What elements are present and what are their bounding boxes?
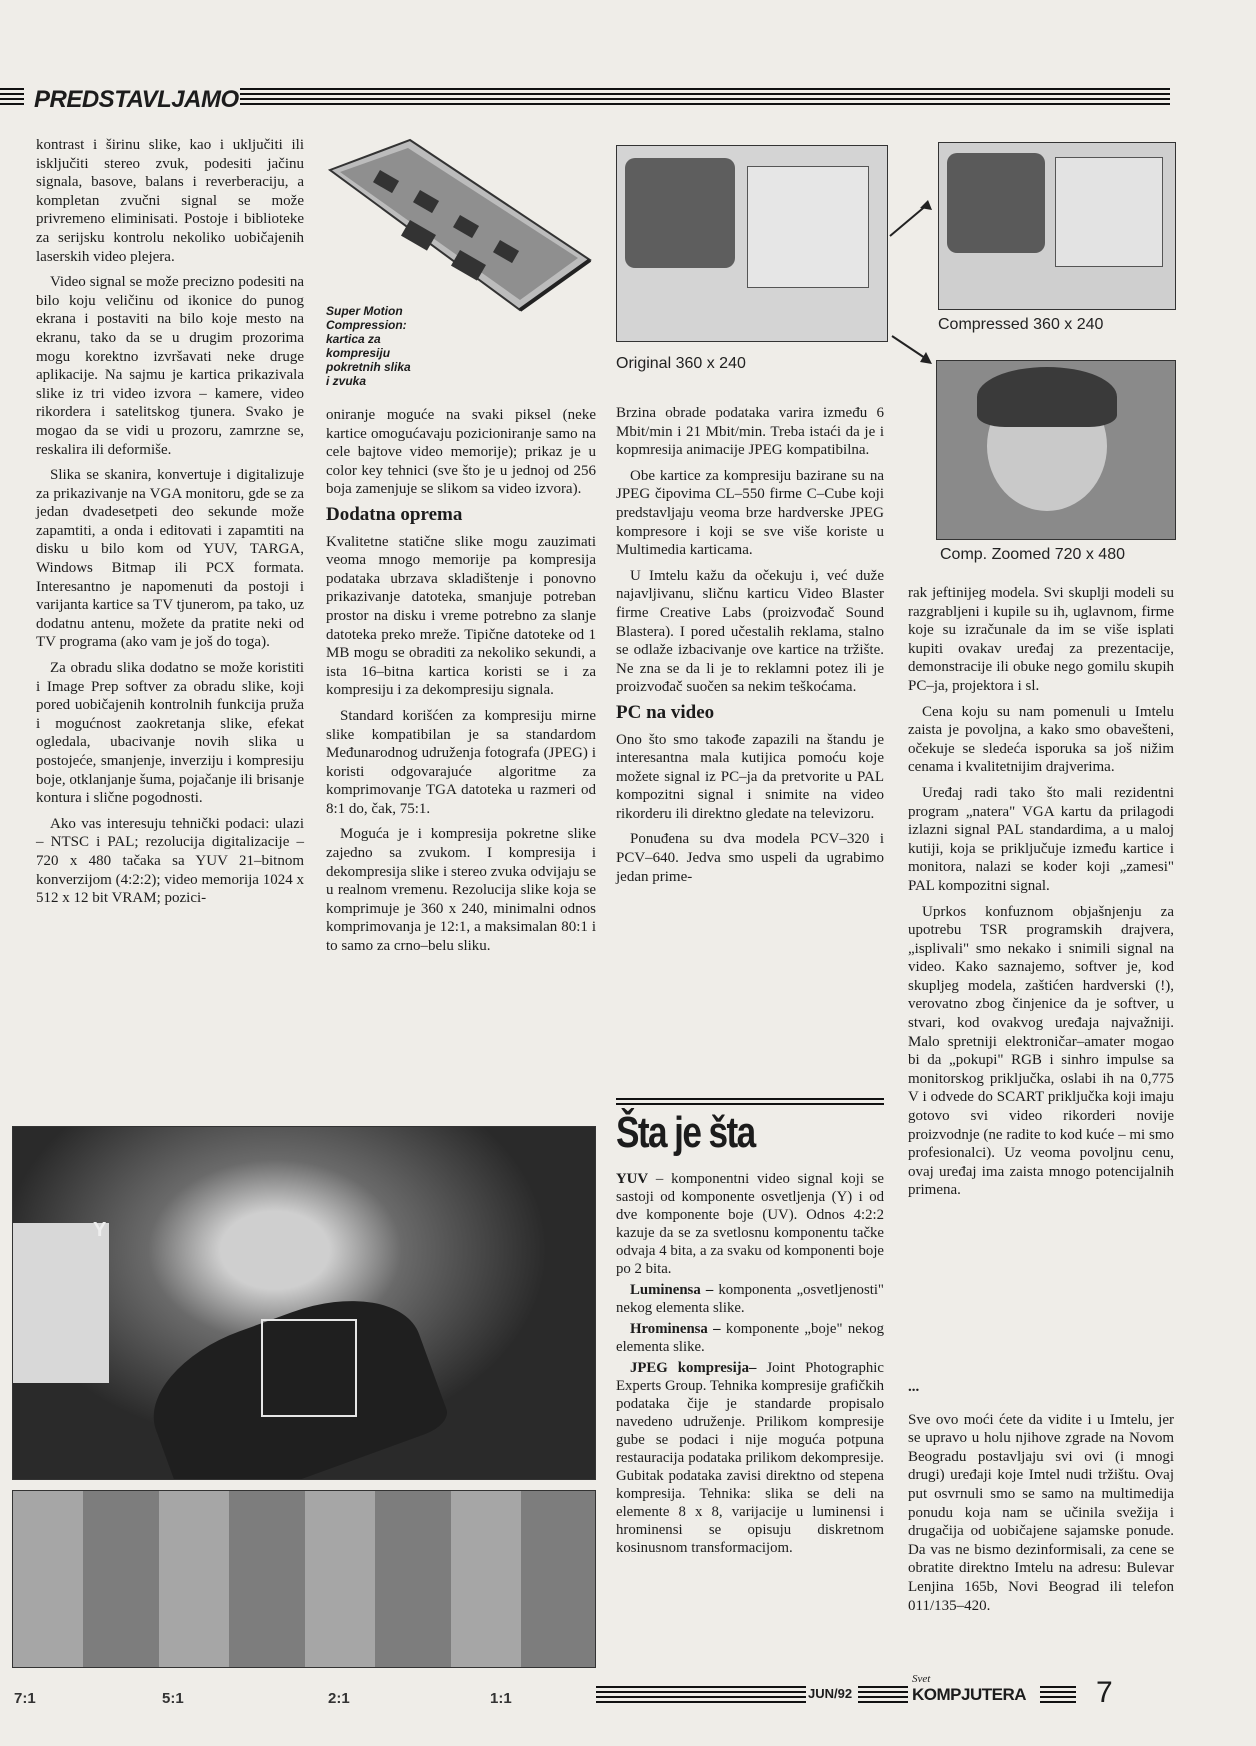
column-4-end [908, 1378, 1174, 1622]
col1-paragraph: kontrast i širinu slike, kao i uključiti ili isključiti stereo zvuk, podesiti jačinu signala, basove, balans i reverberaciju, a kompletan zvučni signal se može privremeno eliminisati. Postoje i biblioteke za serijsku kontrolu nekoliko uobičajenih laserskih video plejera. [36, 137, 304, 265]
glossary-item: YUV – komponentni video signal koji se sastoji od komponente osvetljenja (Y) i od dve komponente boje (UV). Odnos 4:2:2 kazuje da se za svetlosnu komponentu tačke odvaja 4 bita, a za svaku od komponenti boje po 2 bita. [616, 1171, 884, 1277]
heading-dodatna-oprema: Dodatna oprema [326, 503, 463, 525]
footer-rule-mid [858, 1686, 908, 1706]
ratio-label: 5:1 [162, 1690, 184, 1707]
col4-paragraph: Uprkos konfuznom objašnjenju za upotrebu TSR programskih drajvera, „isplivali" smo nekako i snimili signal na video. Kako saznajemo, softver je, kod skupljeg modela, zaštićen hardverski (!), verovatno zbog činjenice da je softver, u stvari, kod ovakvog uređaja najvažniji. Malo spretniji elektroničar–amater mogao bi da „pokupi" RGB i sinhro impulse sa monitorskog priključka, oslabi ih na 0,775 V i odvede do SCART priključka koji imaju gotovo svi video rikorderi novije proizvodnje (ne radite to kod kuće – mi smo profesionalci). Uz veoma povoljnu cenu, ovaj uređaj ima zaista mnogo potencijalnih primena. [908, 903, 1174, 1199]
issue-date: JUN/92 [808, 1686, 853, 1701]
heading-pc-na-video: PC na video [616, 701, 715, 723]
ratio-labels [12, 1690, 594, 1710]
card-caption: Super Motion Compression: kartica za kompresiju pokretnih slika i zvuka [326, 304, 411, 388]
header-rule-right [240, 88, 1170, 108]
col4-paragraph: Uređaj radi tako što mali rezidentni program „natera" VGA kartu da prilagodi izlazni signal PAL standardima, a u maloj kutiji, koja se priključuje između kartice i monitora, nalazi se koder koji „zamesi" PAL kompozitni signal. [908, 784, 1174, 894]
header-rule-left [0, 88, 24, 108]
col1-paragraph: Za obradu slika dodatno se može koristiti i Image Prep softver za obradu slike, koji pored uobičajenih kontrolnih funkcija pruža i mogućnost zaokretanja slike, efekat ogledala, ubacivanje novih slika u postojeće, smanjenje, inverziju i kompresiju boje, otklanjanje šuma, pojačanje ili brisanje kontura i slične pogodnosti. [36, 660, 304, 807]
photo-letter: Y [93, 1219, 107, 1241]
col2-paragraph: oniranje moguće na svaki piksel (neke kartice omogućavaju pozicioniranje samo na cele bajtove video memorije); prikaz je u color key tehnici (sve što je u jednoj od 256 boja zamenjuje se slikom sa video izvora). [326, 407, 596, 498]
column-2 [326, 406, 596, 963]
col1-paragraph: Video signal se može precizno podesiti na bilo koju veličinu od ikonice do punog ekrana i postaviti na bilo koje mesto na ekranu, tako da se u drugim prozorima mogu korektno izvršavati neke druge aplikacije. Na sajmu je kartica prikazivala slike iz tri video izvora – kamere, video rikordera i satelitskog tjunera. Svako je mogao da se vidi u prozoru, zamrzne se, reskalira ili deformiše. [36, 274, 304, 458]
ratio-label: 7:1 [14, 1690, 36, 1707]
col2-paragraph: Kvalitetne statične slike mogu zauzimati veoma mnogo memorije pa kompresija podataka ubrzava skladištenje i ponovno prikazivanje datoteka, smanjuje potreban prostor na disku i vreme potrebno za slanje datoteka preko mreže. Tipične datoteke od 1 MB mogu se obraditi za nekoliko sekundi, a ista 16–bitna kartica koristi se i za kompresiju i za dekompresiju signala. [326, 533, 596, 699]
col1-paragraph: Slika se skanira, konvertuje i digitalizuje za prikazivanje na VGA monitoru, gde se za jedan dvadesetpeti deo sekunde može zapamtiti, a onda i editovati i zapamtiti na disku u bilo kom od YUV, TARGA, Windows Bitmap ili PCX formata. Interesantno je napomenuti da postoji i varijanta kartice sa TV tjunerom, pa tako, uz dodatnu antenu, možete da pratite neki od TV programa (ako vam je još do toga). [36, 467, 304, 651]
col3-paragraph: U Imtelu kažu da očekuju i, već duže najavljivanu, sličnu karticu Video Blaster firme Creative Labs (proizvođač Sound Blastera). I pored učestalih reklama, stalno se odlaže izbacivanje ove kartice na tržište. Ne zna se da li je to reklamni potez ili je proizvođač suočen sa nekim teškoćama. [616, 567, 884, 696]
col4-paragraph: Cena koju su nam pomenuli u Imtelu zaista je povoljna, a kako smo obavešteni, očekuje se sledeća isporuka sa još nižim cenama i kvalitetnijim drajverima. [908, 703, 1174, 776]
col2-paragraph: Moguća je i kompresija pokretne slike zajedno sa zvukom. I kompresija i dekompresija slike i stereo zvuka odvijaju se u realnom vremenu. Rezolucija slike koja se komprimuje je 360 x 240, minimalni odnos komprimovanja je 12:1, a maksimalan 80:1 i to samo za crno–belu sliku. [326, 826, 596, 955]
section-title: PREDSTAVLJAMO [34, 86, 239, 113]
col4-paragraph: rak jeftinijeg modela. Svi skuplji modeli su razgrabljeni i kupile su ih, uglavnom, firme koje su izračunale da im se više isplati kupiti ovakav uređaj za prezentacije, demonstracije ili obuke nego gomilu skupih PC–ja, projektora i sl. [908, 585, 1174, 694]
sidebar-title: Šta je šta [616, 1108, 755, 1157]
caption-compressed: Compressed 360 x 240 [938, 316, 1104, 333]
arrow-icon [888, 196, 936, 366]
ratio-label: 1:1 [490, 1690, 512, 1707]
footer-rule-right [1040, 1686, 1076, 1706]
ellipsis: ... [908, 1379, 920, 1395]
col3-paragraph: Brzina obrade podataka varira između 6 Mbit/min i 21 Mbit/min. Treba istaći da je i kopmresija animacije JPEG kompatibilna. [616, 405, 884, 459]
col3-paragraph: Obe kartice za kompresiju bazirane su na JPEG čipovima CL–550 firme C–Cube koji predstavljaju veoma brze hardverske JPEG kompresore i koji se sve više koriste u Multimedia karticama. [616, 467, 884, 559]
magazine-logo: Svet KOMPJUTERA [912, 1673, 1027, 1704]
card-photo [320, 130, 600, 320]
col3-paragraph: Ponuđena su dva modela PCV–320 i PCV–640. Jedva smo uspeli da ugrabimo jedan prime- [616, 831, 884, 885]
caption-original: Original 360 x 240 [616, 355, 746, 372]
caption-zoomed: Comp. Zoomed 720 x 480 [940, 546, 1125, 563]
col2-paragraph: Standard korišćen za kompresiju mirne slike kompatibilan je sa standardom Međunarodnog udruženja fotografa (JPEG) i koristi odgovarajuće algoritme za komprimovanje TGA datoteka u razmeri od 8:1 do, čak, 75:1. [326, 707, 596, 817]
photo-original [616, 145, 888, 342]
glossary-item: Luminensa – komponenta „osvetljenosti" nekog elementa slike. [616, 1282, 884, 1316]
col1-paragraph: Ako vas interesuju tehnički podaci: ulazi – NTSC i PAL; rezolucija digitalizacije – 720 x 480 tačaka sa YUV 21–bitnom konverzijom (4:2:2); video memorija 1024 x 512 x 12 bit VRAM; pozici- [36, 815, 304, 907]
sidebar-glossary [616, 1170, 884, 1560]
footer-rule-left [596, 1686, 806, 1706]
col4-closing-paragraph: Sve ovo moći ćete da vidite i u Imtelu, jer se upravo u holu njihove zgrade na Novom Beogradu postavljaju svi ovi (i mnogi drugi) uređaji koje Imtel nudi tržištu. Ovaj put osvrnuli smo se samo na multimedija ponudu koja nam se učinila svežija i drugačija od uobičajene sajamske ponude. Da vas ne bismo dezinformisali, za cene se obratite direktno Imtelu na adresu: Bulevar Lenjina 165b, Novi Beograd ili telefon 011/135–420. [908, 1411, 1174, 1614]
glossary-item: Hrominensa – komponente „boje" nekog elementa slike. [616, 1321, 884, 1355]
glossary-item: JPEG kompresija– Joint Photographic Experts Group. Tehnika kompresije grafičkih podataka čije je standarde propisalo navedeno udruženje. Prilikom kompresije gube se podaci i nije moguća potpuna restauracija podataka prilikom dekompresije. Gubitak podataka zavisi direktno od stepena kompresija. Tehnika: slika se deli na elemente 8 x 8, varijacije u luminensi i hrominensi se opisuju diskretnom kosinusnom transformacijom. [616, 1360, 884, 1556]
column-3 [616, 404, 884, 893]
col3-paragraph: Ono što smo takođe zapazili na štandu je interesantna mala kutijica pomoću koje možete signal iz PC–ja da pretvorite u PAL kompozitni signal i snimite na video rikorderu ili direktno gledate na televizoru. [616, 731, 884, 822]
sidebar-rule [616, 1098, 884, 1108]
photo-woman-guitar [12, 1126, 596, 1480]
photo-compressed [938, 142, 1176, 310]
ratio-label: 2:1 [328, 1690, 350, 1707]
photo-zoomed [936, 360, 1176, 540]
photo-strip [12, 1490, 596, 1668]
column-1 [36, 136, 304, 915]
column-4 [908, 584, 1174, 1207]
page-number: 7 [1096, 1676, 1113, 1709]
